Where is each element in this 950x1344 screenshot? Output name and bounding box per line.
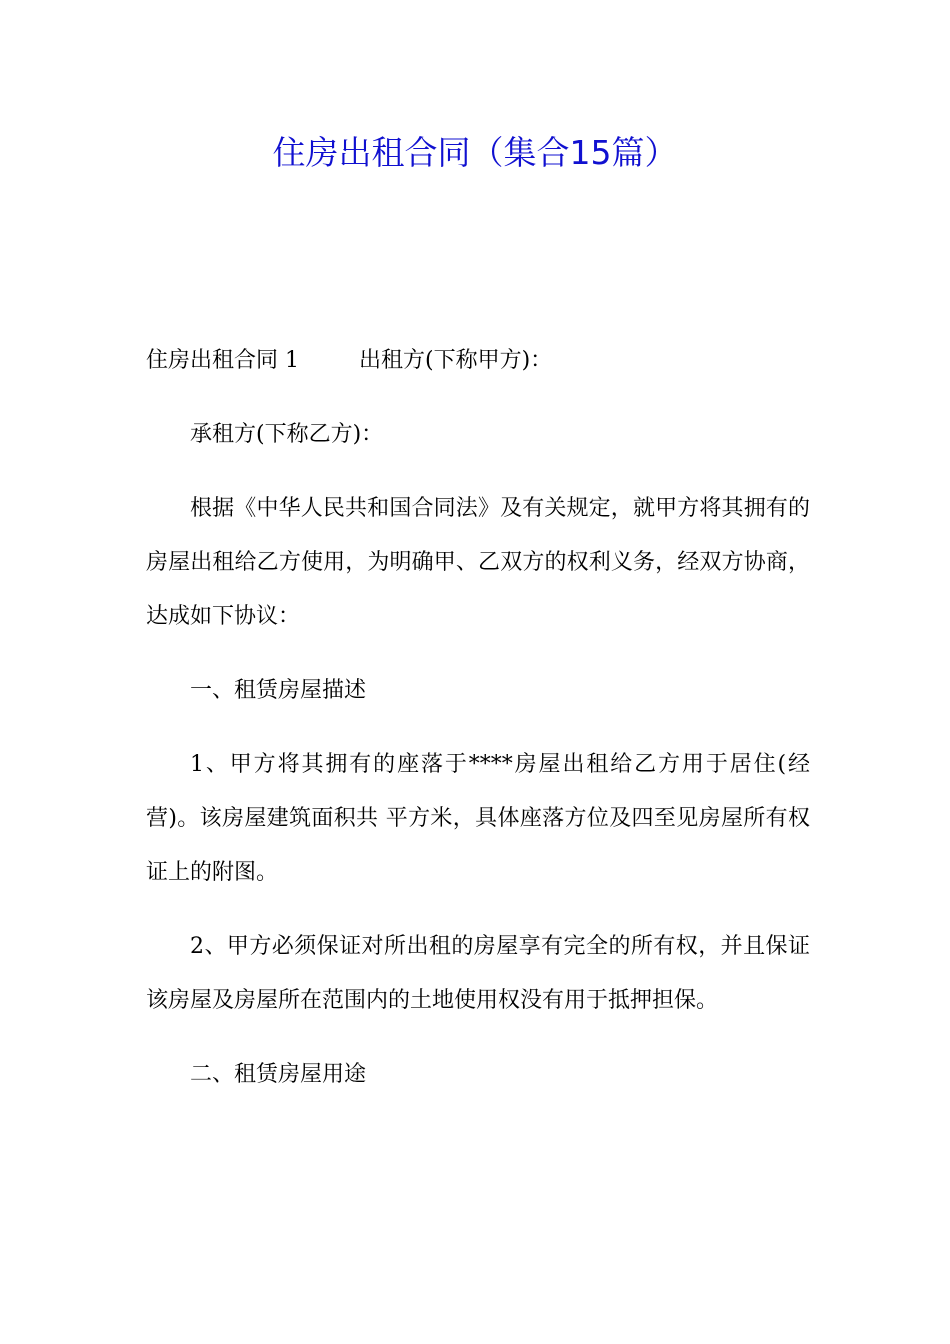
clause-2: 2、甲方必须保证对所出租的房屋享有完全的所有权，并且保证该房屋及房屋所在范围内的土地使用权没有用于抵押担保。 (146, 934, 810, 1013)
preamble-paragraph: 根据《中华人民共和国合同法》及有关规定，就甲方将其拥有的房屋出租给乙方使用，为明确甲、乙双方的权利义务，经双方协商，达成如下协议： (146, 496, 810, 629)
contract-heading: 住房出租合同 1 (146, 348, 299, 373)
section-heading-1: 一、租赁房屋描述 (190, 678, 367, 703)
party-a-label: 出租方(下称甲方)： (359, 348, 553, 373)
document-title: 住房出租合同（集合15篇） (272, 133, 678, 172)
section-heading-2: 二、租赁房屋用途 (190, 1062, 367, 1087)
clause-1: 1、甲方将其拥有的座落于****房屋出租给乙方用于居住(经营)。该房屋建筑面积共 平方米，具体座落方位及四至见房屋所有权证上的附图。 (146, 752, 810, 885)
first-line (146, 334, 810, 388)
document-body (146, 334, 810, 1122)
party-b-label: 承租方(下称乙方)： (190, 422, 384, 447)
